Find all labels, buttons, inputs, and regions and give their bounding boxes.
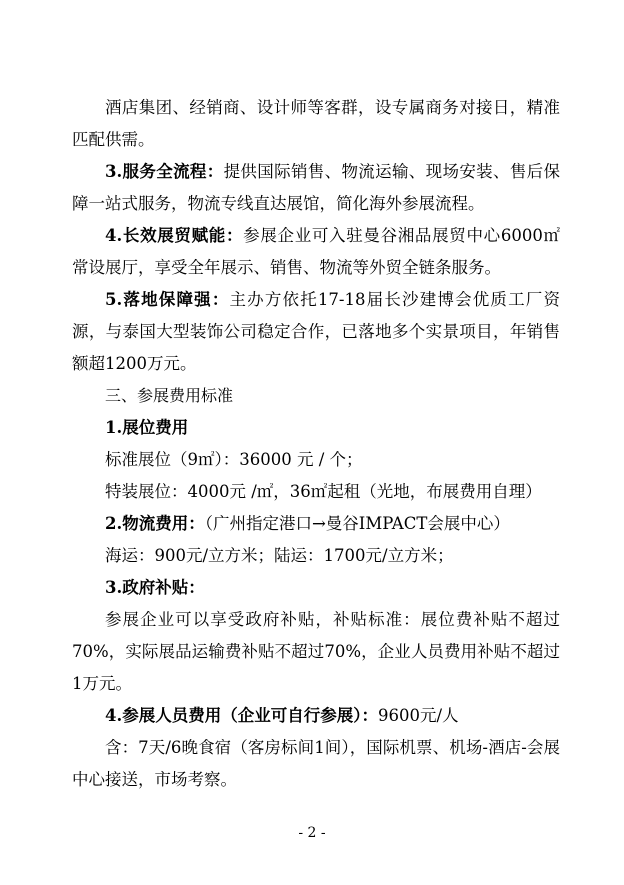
- paragraph-service: [72, 156, 560, 220]
- subsidy-text: 参展企业可以享受政府补贴，补贴标准：展位费补贴不超过70%，实际展品运输费补贴不超过70%，企业人员费用补贴不超过1万元。: [72, 610, 560, 693]
- paragraph-lead: 4.长效展贸赋能：: [105, 226, 244, 245]
- paragraph-lead: 5.落地保障强：: [105, 290, 230, 309]
- section-heading-fees: 三、参展费用标准: [105, 386, 234, 405]
- logistics-fee-title: 2.物流费用：: [105, 514, 205, 533]
- standard-booth-fee: 标准展位（9㎡）：36000 元 / 个；: [105, 450, 363, 469]
- paragraph-text: 提供国际销售、物流运输、现场安装、售后保障一站式服务，物流专线直达展馆，简化海外参展流程。: [72, 162, 560, 213]
- paragraph-lead: 3.服务全流程：: [105, 162, 224, 181]
- page-number: - 2 -: [298, 825, 326, 841]
- personnel-fee-includes: 含：7天/6晚食宿（客房标间1间），国际机票、机场-酒店-会展中心接送，市场考察。: [72, 738, 560, 789]
- paragraph-text: 主办方依托17-18届长沙建博会优质工厂资源，与泰国大型装饰公司稳定合作，已落地多个实景项目，年销售额超1200万元。: [72, 290, 560, 373]
- paragraph-text: 酒店集团、经销商、设计师等客群，设专属商务对接日，精准匹配供需。: [72, 98, 560, 149]
- page-content: [72, 92, 560, 796]
- paragraph-guarantee: [72, 284, 560, 380]
- special-booth-fee: 特装展位：4000元 /㎡，36㎡起租（光地，布展费用自理）: [105, 482, 542, 501]
- subsidy-title: 3.政府补贴：: [105, 578, 205, 597]
- personnel-fee-line: [72, 700, 560, 732]
- logistics-fee-line: [72, 508, 560, 540]
- personnel-fee-price: 9600元/人: [377, 706, 459, 725]
- logistics-rates: 海运：900元/立方米；陆运：1700元/立方米；: [105, 546, 454, 565]
- booth-fee-title: 1.展位费用: [105, 418, 189, 437]
- paragraph-clients: [72, 92, 560, 156]
- paragraph-text: 参展企业可入驻曼谷湘品展贸中心6000㎡常设展厅，享受全年展示、销售、物流等外贸全链条服务。: [72, 226, 560, 277]
- logistics-route: （广州指定港口→曼谷IMPACT会展中心）: [204, 514, 510, 533]
- paragraph-trade-center: [72, 220, 560, 284]
- personnel-fee-title: 4.参展人员费用（企业可自行参展）：: [105, 706, 378, 725]
